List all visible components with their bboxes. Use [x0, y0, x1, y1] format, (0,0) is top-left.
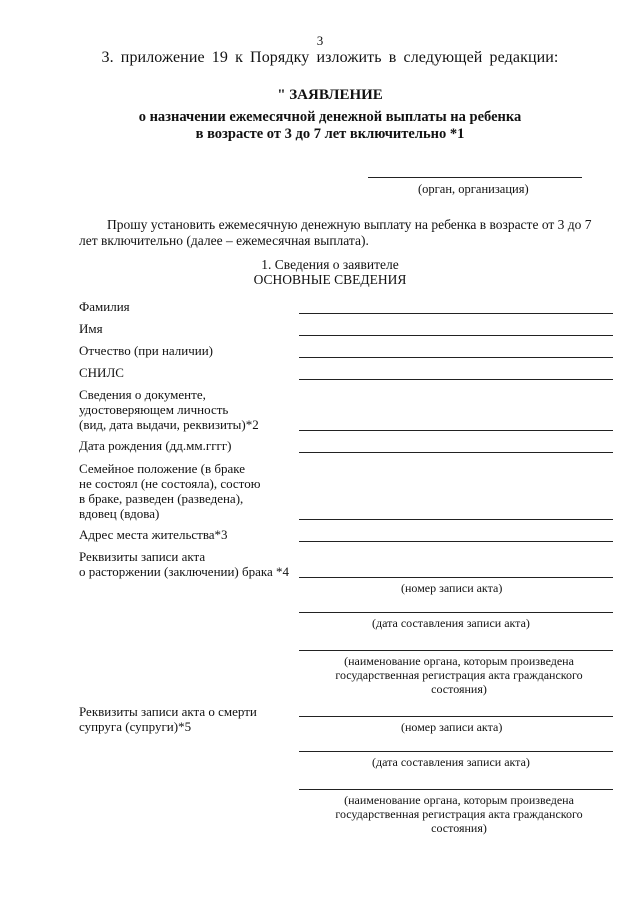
amendment-intro: 3. приложение 19 к Порядку изложить в следующей редакции:: [101, 49, 559, 66]
divorce-record-number-line[interactable]: [299, 577, 613, 578]
death-registry-organ-line[interactable]: [299, 789, 613, 790]
name-input-line[interactable]: [299, 335, 613, 336]
death-registry-organ-caption-2: государственная регистрация акта гражданского: [335, 807, 583, 821]
form-subtitle-line-2: в возрасте от 3 до 7 лет включительно *1: [195, 126, 465, 142]
death-record-number-line[interactable]: [299, 716, 613, 717]
patronymic-input-line[interactable]: [299, 357, 613, 358]
death-record-number-caption: (номер записи акта): [401, 720, 503, 734]
document-label-line-2: удостоверяющем личность: [79, 402, 229, 417]
surname-input-line[interactable]: [299, 313, 613, 314]
birth-date-label: Дата рождения (дд.мм.гггг): [79, 438, 232, 453]
document-label-line-3: (вид, дата выдачи, реквизиты)*2: [79, 417, 259, 432]
name-label: Имя: [79, 321, 103, 336]
form-subtitle-line-1: о назначении ежемесячной денежной выплаты на ребенка: [138, 109, 522, 125]
snils-label: СНИЛС: [79, 365, 124, 380]
page-number: 3: [316, 33, 324, 48]
death-registry-organ-caption-3: состояния): [431, 821, 487, 835]
divorce-record-number-caption: (номер записи акта): [401, 581, 503, 595]
surname-label: Фамилия: [79, 299, 130, 314]
section-subtitle: ОСНОВНЫЕ СВЕДЕНИЯ: [253, 272, 407, 287]
death-registry-organ-caption-1: (наименование органа, которым произведена: [344, 793, 574, 807]
document-label-line-1: Сведения о документе,: [79, 387, 206, 402]
form-title: " ЗАЯВЛЕНИЕ: [277, 87, 383, 103]
birth-date-input-line[interactable]: [299, 452, 613, 453]
marital-label-line-2: не состоял (не состояла), состою: [79, 476, 261, 491]
divorce-record-label-line-2: о расторжении (заключении) брака *4: [79, 564, 290, 579]
request-text-line-1: Прошу установить ежемесячную денежную выплату на ребенка в возрасте от 3 до 7: [107, 217, 592, 232]
divorce-record-date-line[interactable]: [299, 612, 613, 613]
divorce-registry-organ-caption-2: государственная регистрация акта гражданского: [335, 668, 583, 682]
address-label: Адрес места жительства*3: [79, 527, 228, 542]
marital-label-line-1: Семейное положение (в браке: [79, 461, 246, 476]
death-record-label-line-1: Реквизиты записи акта о смерти: [79, 704, 257, 719]
document-input-line[interactable]: [299, 430, 613, 431]
death-record-label-line-2: супруга (супруги)*5: [79, 719, 192, 734]
death-record-date-line[interactable]: [299, 751, 613, 752]
patronymic-label: Отчество (при наличии): [79, 343, 214, 358]
organ-caption: (орган, организация): [418, 182, 529, 196]
divorce-record-date-caption: (дата составления записи акта): [372, 616, 530, 630]
divorce-registry-organ-caption-1: (наименование органа, которым произведена: [344, 654, 574, 668]
divorce-registry-organ-caption-3: состояния): [431, 682, 487, 696]
divorce-registry-organ-line[interactable]: [299, 650, 613, 651]
snils-input-line[interactable]: [299, 379, 613, 380]
organ-input-line[interactable]: [368, 177, 582, 178]
marital-input-line[interactable]: [299, 519, 613, 520]
death-record-date-caption: (дата составления записи акта): [372, 755, 530, 769]
divorce-record-label-line-1: Реквизиты записи акта: [79, 549, 206, 564]
marital-label-line-4: вдовец (вдова): [79, 506, 160, 521]
section-title: 1. Сведения о заявителе: [261, 257, 399, 272]
marital-label-line-3: в браке, разведен (разведена),: [79, 491, 244, 506]
address-input-line[interactable]: [299, 541, 613, 542]
request-text-line-2: лет включительно (далее – ежемесячная выплата).: [79, 233, 369, 248]
